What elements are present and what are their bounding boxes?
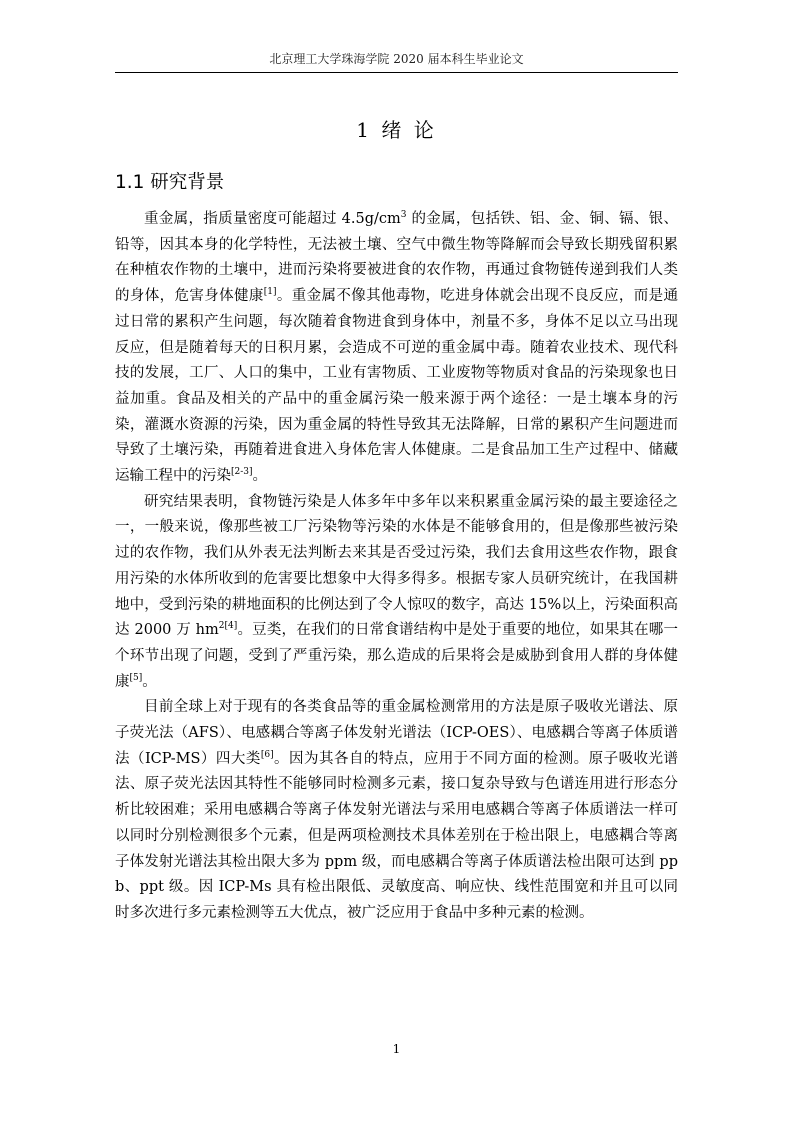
header-rule [115, 72, 678, 73]
citation: [2-3] [231, 467, 253, 478]
paragraph-heavy-metals: 重金属，指质量密度可能超过 $4.5g/cm^3$ 的金属，包括铁、铝、金、铜、镉、银、铅等，因其本身的化学特性，无法被土壤、空气中微生物等降解而会导致长期残留积累在种植农作物的土壤中，进而污染将要被进食的农作物，再通过食物链传递到我们人类的身体，危害身体健康[1]。重金属不像其他毒物，吃进身体就会出现不良反应，而是通过日常的累积产生问题，每次随着食物进食到身体中，剂量不多，身体不足以立马出现反应，但是随着每天的日积月累，会造成不可逆的重金属中毒。随着农业技术、现代科技的发展，工厂、人口的集中，工业有害物质、工业废物等物质对食品的污染现象也日益加重。食品及相关的产品中的重金属污染一般来源于两个途径：一是土壤本身的污染，灌溉水资源的污染，因为重金属的特性导致其无法降解，日常的累积产生问题进而导致了土壤污染，再随着进食进入身体危害人体健康。二是食品加工生产过程中、储藏运输工程中的污染[2-3]。 [115, 210, 679, 485]
citation: [1] [263, 287, 277, 298]
citation: [5] [129, 672, 143, 683]
paragraph-detection-methods: 目前全球上对于现有的各类食品等的重金属检测常用的方法是原子吸收光谱法、原子荧光法（AFS）、电感耦合等离子体发射光谱法（ICP-OES）、电感耦合等离子体质谱法（ICP-MS）四大类[6]。因为其各自的特点，应用于不同方面的检测。原子吸收光谱法、原子荧光法因其特性不能够同时检测多元素，接口复杂导致与色谱连用进行形态分析比较困难；采用电感耦合等离子体发射光谱法与采用电感耦合等离子体质谱法一样可以同时分别检测很多个元素，但是两项检测技术具体差别在于检出限上，电感耦合等离子体发射光谱法其检出限大多为 ppm 级，而电感耦合等离子体质谱法检出限可达到 ppb、ppt 级。因 ICP-Ms 具有检出限低、灵敏度高、响应快、线性范围宽和并且可以同时多次进行多元素检测等五大优点，被广泛应用于食品中多种元素的检测。 [115, 699, 679, 921]
page-number: 1 [392, 1042, 401, 1056]
body-text [115, 207, 678, 927]
citation: [6] [260, 749, 274, 760]
chapter-title: 1 绪 论 [356, 118, 437, 142]
paragraph-food-chain: 研究结果表明，食物链污染是人体多年中多年以来积累重金属污染的最主要途径之一，一般来说，像那些被工厂污染物等污染的水体是不能够食用的，但是像那些被污染过的农作物，我们从外表无法判断去来其是否受过污染，我们去食用这些农作物，跟食用污染的水体所收到的危害要比想象中大得多得多。根据专家人员研究统计，在我国耕地中，受到污染的耕地面积的比例达到了令人惊叹的数字，高达 15%以上，污染面积高达 2000 万 $hm^{2[4]}$。豆类，在我们的日常食谱结构中是处于重要的地位，如果其在哪一个环节出现了问题，受到了严重污染，那么造成的后果将会是威胁到食用人群的身体健康[5]。 [115, 493, 678, 690]
running-header: 北京理工大学珠海学院 2020 届本科生毕业论文 [269, 52, 524, 66]
section-title: 1.1 研究背景 [115, 172, 225, 193]
citation: 2[4] [218, 621, 238, 632]
superscript: 3 [400, 210, 407, 221]
